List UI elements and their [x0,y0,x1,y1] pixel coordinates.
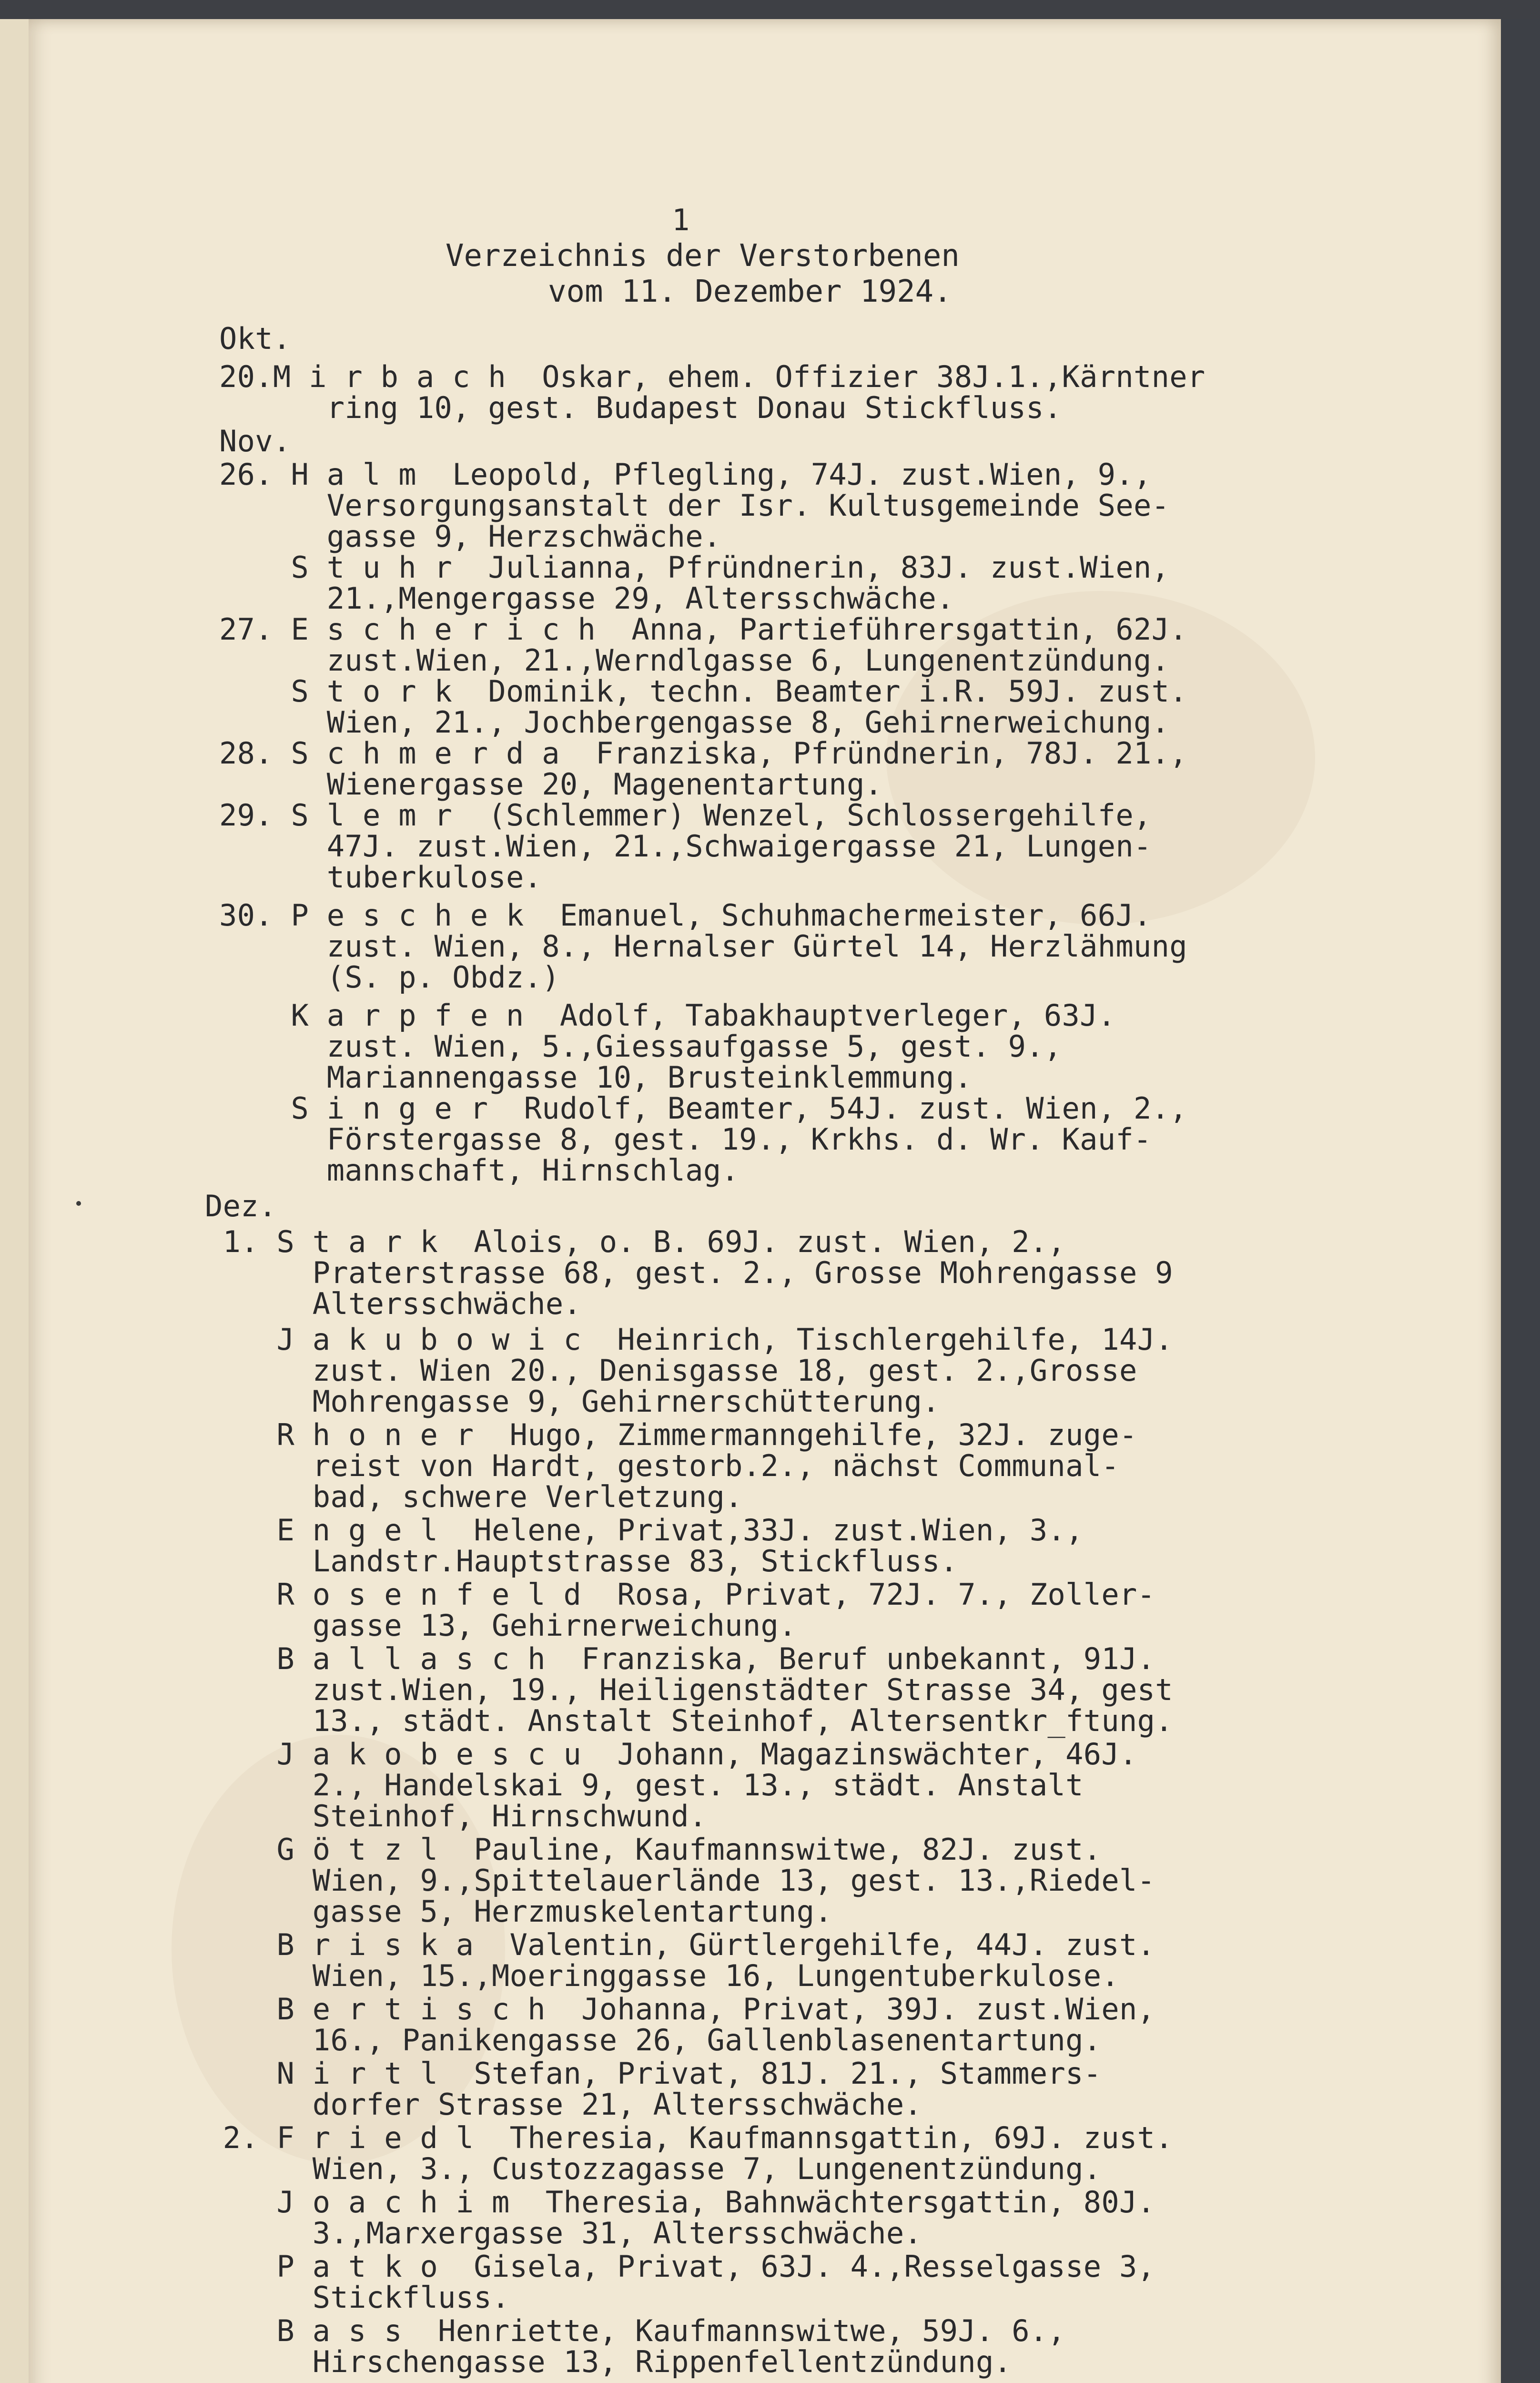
register-line: zust. Wien, 5.,Giessaufgasse 5, gest. 9., [219,1029,1062,1064]
register-line: 20.M i r b a c h Oskar, ehem. Offizier 38J.1.,Kärntner [219,359,1206,394]
register-line: tuberkulose. [219,860,542,895]
register-line: B e r t i s c h Johanna, Privat, 39J. zust.Wien, [205,1992,1155,2027]
register-line: J a k u b o w i c Heinrich, Tischlergehilfe, 14J. [205,1322,1173,1357]
register-line: E n g e l Helene, Privat,33J. zust.Wien, 3., [205,1513,1084,1548]
register-line: Nov. [219,424,291,458]
register-line: zust.Wien, 21.,Werndlgasse 6, Lungenentzündung. [219,643,1170,678]
register-line: 3.,Marxergasse 31, Altersschwäche. [205,2216,922,2251]
register-line: R o s e n f e l d Rosa, Privat, 72J. 7., Zoller- [205,1577,1155,1612]
page-number: 1 [672,203,690,237]
register-line: 1. S t a r k Alois, o. B. 69J. zust. Wien, 2., [205,1224,1066,1259]
register-line: B a l l a s c h Franziska, Beruf unbekannt, 91J. [205,1641,1155,1676]
register-line: Wien, 21., Jochbergengasse 8, Gehirnerweichung. [219,705,1170,740]
register-line: Wien, 3., Custozzagasse 7, Lungenentzündung. [205,2151,1102,2186]
register-line: ring 10, gest. Budapest Donau Stickfluss. [219,390,1062,425]
register-line: Dez. [205,1189,277,1223]
register-line: bad, schwere Verletzung. [205,1479,743,1514]
register-line: S t o r k Dominik, techn. Beamter i.R. 59J. zust. [219,674,1187,709]
register-line: J a k o b e s c u Johann, Magazinswächter, 46J. [205,1737,1137,1772]
register-line: S i n g e r Rudolf, Beamter, 54J. zust. Wien, 2., [219,1091,1187,1126]
register-line: 2., Handelskai 9, gest. 13., städt. Anstalt [205,1768,1084,1803]
register-line: 29. S l e m r (Schlemmer) Wenzel, Schlossergehilfe, [219,798,1152,833]
register-line: Mariannengasse 10, Brusteinklemmung. [219,1060,973,1095]
register-line: gasse 9, Herzschwäche. [219,519,721,554]
register-line: Wienergasse 20, Magenentartung. [219,767,883,802]
register-line: gasse 5, Herzmuskelentartung. [205,1894,832,1929]
register-line: Landstr.Hauptstrasse 83, Stickfluss. [205,1544,958,1578]
register-line: Steinhof, Hirnschwund. [205,1799,707,1833]
register-line: (S. p. Obdz.) [219,960,560,995]
register-line: Wien, 9.,Spittelauerlände 13, gest. 13.,Riedel- [205,1863,1155,1898]
register-line: P a t k o Gisela, Privat, 63J. 4.,Resselgasse 3, [205,2249,1155,2284]
register-line: 27. E s c h e r i c h Anna, Partieführersgattin, 62J. [219,612,1187,647]
register-line: gasse 13, Gehirnerweichung. [205,1608,797,1643]
register-line: 13., städt. Anstalt Steinhof, Altersentkr_ftung. [205,1703,1173,1738]
scanner-background-right [1501,19,1540,2383]
register-line: G ö t z l Pauline, Kaufmannswitwe, 82J. zust. [205,1832,1102,1867]
register-line: zust.Wien, 19., Heiligenstädter Strasse 34, gest [205,1672,1173,1707]
register-line: 30. P e s c h e k Emanuel, Schuhmachermeister, 66J. [219,898,1152,933]
register-line: zust. Wien, 8., Hernalser Gürtel 14, Herzlähmung [219,929,1187,964]
register-line: 28. S c h m e r d a Franziska, Pfründnerin, 78J. 21., [219,736,1187,771]
register-line: Hirschengasse 13, Rippenfellentzündung. [205,2344,1012,2379]
register-line: Okt. [219,321,291,356]
register-line: mannschaft, Hirnschlag. [219,1153,740,1188]
register-line: Förstergasse 8, gest. 19., Krkhs. d. Wr. Kauf- [219,1122,1152,1157]
register-line: N i r t l Stefan, Privat, 81J. 21., Stammers- [205,2056,1102,2091]
register-line: 26. H a l m Leopold, Pflegling, 74J. zust.Wien, 9., [219,457,1152,492]
register-line: Praterstrasse 68, gest. 2., Grosse Mohrengasse 9 [205,1255,1173,1290]
register-line: Mohrengasse 9, Gehirnerschütterung. [205,1384,940,1419]
register-line: R h o n e r Hugo, Zimmermanngehilfe, 32J. zuge- [205,1417,1137,1452]
scanner-background-top [0,0,1540,19]
register-line: 21.,Mengergasse 29, Altersschwäche. [219,581,954,616]
register-line: Wien, 15.,Moeringgasse 16, Lungentuberkulose. [205,1958,1119,1993]
register-line: zust. Wien 20., Denisgasse 18, gest. 2.,Grosse [205,1353,1137,1388]
register-line: 2. F r i e d l Theresia, Kaufmannsgattin, 69J. zust. [205,2120,1173,2155]
register-line: J o a c h i m Theresia, Bahnwächtersgattin, 80J. [205,2185,1155,2220]
register-line: reist von Hardt, gestorb.2., nächst Communal- [205,1448,1119,1483]
register-line: 16., Panikengasse 26, Gallenblasenentartung. [205,2023,1102,2057]
register-line: Altersschwäche. [205,1286,582,1321]
register-line: 47J. zust.Wien, 21.,Schwaigergasse 21, Lungen- [219,829,1152,864]
register-line: Versorgungsanstalt der Isr. Kultusgemeinde See- [219,488,1170,523]
ink-speck [76,1201,81,1206]
register-line: Stickfluss. [205,2280,510,2315]
document-date: vom 11. Dezember 1924. [548,274,952,309]
register-line: B r i s k a Valentin, Gürtlergehilfe, 44J. zust. [205,1927,1155,1962]
register-line: S t u h r Julianna, Pfründnerin, 83J. zust.Wien, [219,550,1170,585]
register-line: K a r p f e n Adolf, Tabakhauptverleger, 63J. [219,998,1116,1033]
document-title: Verzeichnis der Verstorbenen [446,238,960,274]
register-line: B a s s Henriette, Kaufmannswitwe, 59J. 6., [205,2313,1066,2348]
register-line: dorfer Strasse 21, Altersschwäche. [205,2087,922,2122]
